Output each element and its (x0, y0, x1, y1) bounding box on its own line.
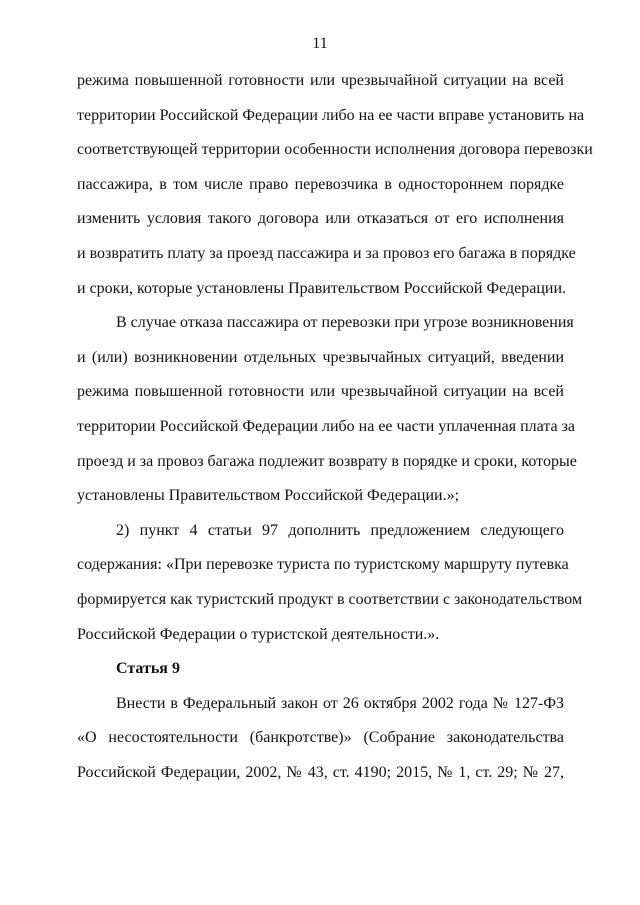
paragraph (77, 694, 564, 798)
paragraph (77, 313, 577, 521)
text-line: проезд и за провоз багажа подлежит возврату в порядке и сроки, которые (77, 452, 577, 470)
document-body (77, 71, 593, 797)
text-line: установлены Правительством Российской Федерации.»; (77, 487, 460, 505)
text-line: и (или) возникновении отдельных чрезвычайных ситуаций, введении (77, 348, 564, 366)
text-line: формируется как туристский продукт в соответствии с законодательством (77, 590, 583, 608)
text-line: Внести в Федеральный закон от 26 октября 2002 года № 127-ФЗ (116, 694, 564, 712)
text-line: изменить условия такого договора или отказаться от его исполнения (77, 210, 564, 228)
text-line: В случае отказа пассажира от перевозки при угрозе возникновения (116, 314, 574, 332)
text-line: Российской Федерации о туристской деятельности.». (77, 625, 440, 643)
text-line: «О несостоятельности (банкротстве)» (Собрание законодательства (77, 729, 564, 747)
paragraph (77, 521, 583, 659)
text-line: Российской Федерации, 2002, № 43, ст. 4190; 2015, № 1, ст. 29; № 27, (77, 763, 564, 781)
text-line: и возвратить плату за проезд пассажира и за провоз его багажа в порядке (77, 244, 576, 262)
page-number: 11 (312, 35, 328, 52)
text-line: соответствующей территории особенности исполнения договора перевозки (77, 141, 593, 159)
text-line: территории Российской Федерации либо на ее части вправе установить на (77, 106, 585, 124)
text-line: содержания: «При перевозке туриста по туристскому маршруту путевка (77, 556, 569, 574)
text-line: 2) пункт 4 статьи 97 дополнить предложением следующего (116, 521, 564, 539)
paragraph (77, 71, 593, 313)
text-line: и сроки, которые установлены Правительством Российской Федерации. (77, 279, 566, 297)
text-line: пассажира, в том числе право перевозчика в одностороннем порядке (77, 175, 564, 193)
text-line: режима повышенной готовности или чрезвычайной ситуации на всей (77, 72, 564, 89)
article-heading: Статья 9 (116, 660, 180, 678)
text-line: территории Российской Федерации либо на ее части уплаченная плата за (77, 417, 576, 435)
text-line: режима повышенной готовности или чрезвычайной ситуации на всей (77, 383, 564, 401)
